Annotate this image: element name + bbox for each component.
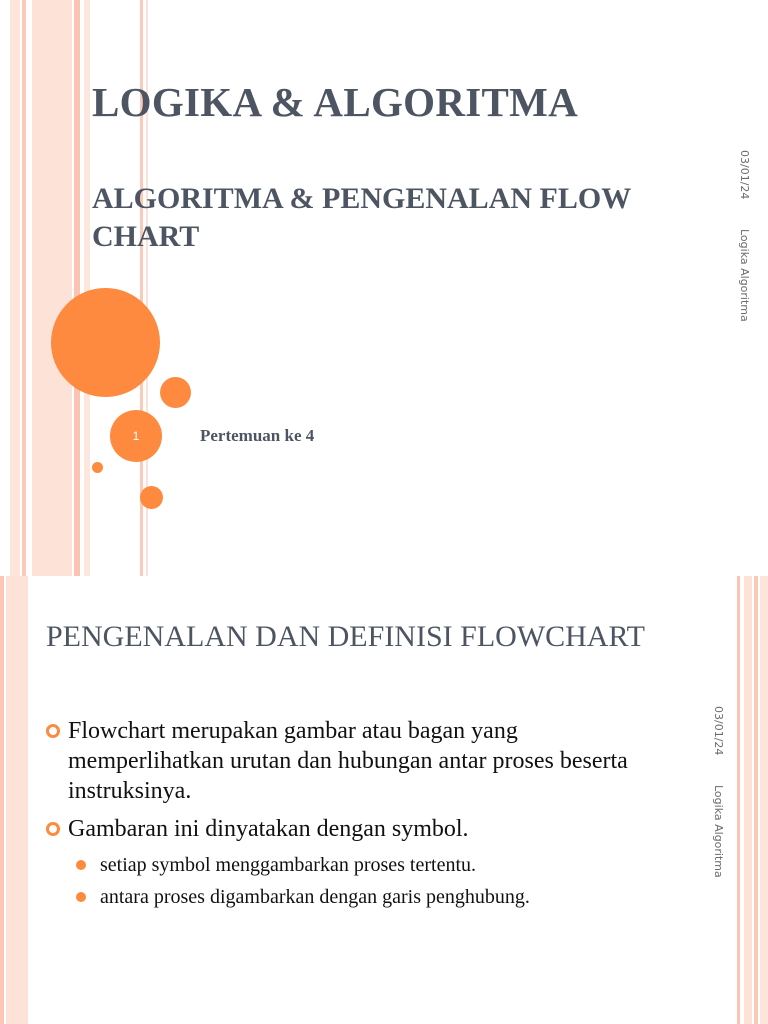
decor-stripe [84,0,90,576]
bullet-icon [46,822,60,836]
decor-stripe [10,0,20,576]
sub-list-item [46,852,666,878]
sub-bullet-text: antara proses digambarkan dengan garis penghubung. [100,886,530,908]
decor-stripe [74,0,80,576]
decor-circle-large [51,288,160,397]
meeting-label: Pertemuan ke 4 [200,426,315,445]
list-item [46,716,666,806]
content-slide [0,576,768,1024]
list-item [46,814,666,844]
bullet-text: Gambaran ini dinyatakan dengan symbol. [68,816,469,842]
bullet-icon [46,724,60,738]
bullet-icon [76,860,86,870]
bullet-text: Flowchart merupakan gambar atau bagan yang memperlihatkan urutan dan hubungan antar proses beserta instruksinya. [68,718,628,804]
slide-subtitle: ALGORITMA & PENGENALAN FLOW CHART [92,182,631,253]
footer-vertical [712,706,725,878]
bullet-icon [76,892,86,902]
decor-stripe [760,576,768,1024]
decor-stripe [754,576,758,1024]
bullet-list [46,716,666,916]
decor-stripe [22,0,26,576]
decor-circle [160,377,191,408]
footer-course: Logika Algoritma [738,228,751,322]
decor-circle-small [92,462,103,473]
slide-number: 1 [110,410,162,462]
decor-circle [140,486,163,509]
sub-list-item [46,884,666,910]
decor-stripe [6,576,28,1024]
decor-stripe [0,576,4,1024]
decor-stripe [737,576,740,1024]
footer-vertical [738,150,751,322]
sub-bullet-text: setiap symbol menggambarkan proses tertentu. [100,854,477,876]
footer-course: Logika Algoritma [712,784,725,878]
slide-title: LOGIKA & ALGORITMA [92,79,579,125]
footer-date: 03/01/24 [738,150,751,200]
slide-title: PENGENALAN DAN DEFINISI FLOWCHART [46,620,646,653]
footer-date: 03/01/24 [712,706,725,756]
decor-stripe [32,0,72,576]
decor-stripe [744,576,752,1024]
